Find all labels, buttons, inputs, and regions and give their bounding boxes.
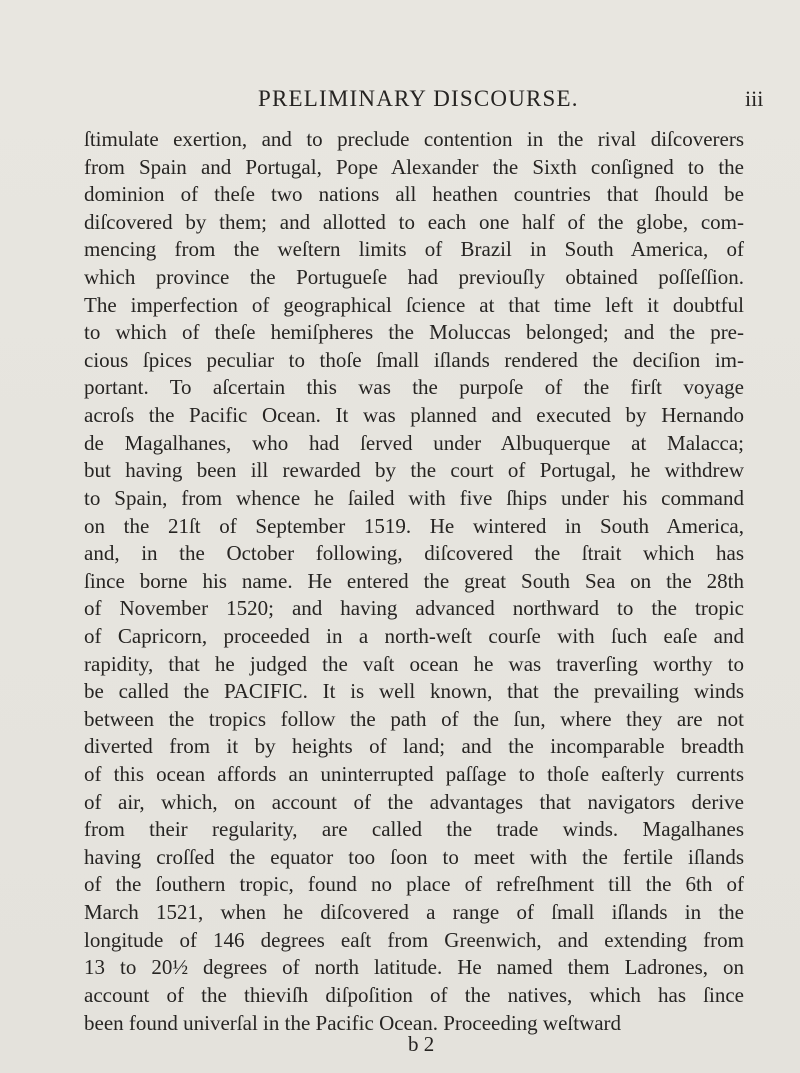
text-line: ſtimulate exertion, and to preclude contention in the rival diſcoverers: [84, 127, 744, 151]
text-line: rapidity, that he judged the vaſt ocean he was traverſing worthy to: [84, 651, 744, 676]
running-title: PRELIMINARY DISCOURSE.: [258, 86, 579, 111]
text-line: to which of theſe hemiſpheres the Moluccas belonged; and the pre-: [84, 320, 744, 345]
body-paragraph: [84, 126, 744, 1037]
text-line: diſcovered by them; and allotted to each one half of the globe, com-: [84, 209, 744, 234]
text-line: but having been ill rewarded by the court of Portugal, he withdrew: [84, 458, 744, 483]
text-line: cious ſpices peculiar to thoſe ſmall iſlands rendered the deciſion im-: [84, 347, 744, 372]
text-line: be called the PACIFIC. It is well known, that the prevailing winds: [84, 679, 744, 704]
text-line: mencing from the weſtern limits of Brazil in South America, of: [84, 237, 744, 262]
text-line: from their regularity, are called the trade winds. Magalhanes: [84, 817, 744, 842]
text-line: account of the thieviſh diſpoſition of the natives, which has ſince: [84, 982, 744, 1007]
text-line: of this ocean affords an uninterrupted paſſage to thoſe eaſterly currents: [84, 762, 744, 787]
text-line: March 1521, when he diſcovered a range of ſmall iſlands in the: [84, 900, 744, 925]
text-line: between the tropics follow the path of the ſun, where they are not: [84, 706, 744, 731]
text-line: from Spain and Portugal, Pope Alexander the Sixth conſigned to the: [84, 154, 744, 179]
text-line: portant. To aſcertain this was the purpoſe of the firſt voyage: [84, 375, 744, 400]
text-line: of November 1520; and having advanced northward to the tropic: [84, 596, 744, 621]
text-line: diverted from it by heights of land; and the incomparable breadth: [84, 734, 744, 759]
page-header: [0, 86, 800, 116]
text-line: de Magalhanes, who had ſerved under Albuquerque at Malacca;: [84, 430, 744, 455]
text-line: of Capricorn, proceeded in a north-weſt courſe with ſuch eaſe and: [84, 623, 744, 648]
text-line: longitude of 146 degrees eaſt from Greenwich, and extending from: [84, 927, 744, 952]
text-line: ſince borne his name. He entered the great South Sea on the 28th: [84, 568, 744, 593]
text-line: and, in the October following, diſcovered the ſtrait which has: [84, 541, 744, 566]
text-line: of air, which, on account of the advantages that navigators derive: [84, 789, 744, 814]
text-line: which province the Portugueſe had previouſly obtained poſſeſſion.: [84, 265, 744, 290]
text-line: having croſſed the equator too ſoon to meet with the fertile iſlands: [84, 844, 744, 869]
text-line: acroſs the Pacific Ocean. It was planned and executed by Hernando: [84, 403, 744, 428]
text-line: 13 to 20½ degrees of north latitude. He named them Ladrones, on: [84, 955, 744, 980]
text-line: of the ſouthern tropic, found no place of refreſhment till the 6th of: [84, 872, 744, 897]
text-line: to Spain, from whence he ſailed with five ſhips under his command: [84, 485, 744, 510]
signature-mark: b 2: [408, 1032, 435, 1056]
text-line: been found univerſal in the Pacific Ocean. Proceeding weſtward: [84, 1010, 622, 1035]
text-line: on the 21ſt of September 1519. He wintered in South America,: [84, 513, 744, 538]
page-number: iii: [745, 86, 764, 111]
text-line: dominion of theſe two nations all heathen countries that ſhould be: [84, 182, 744, 207]
text-line: The imperfection of geographical ſcience at that time left it doubtful: [84, 292, 744, 317]
